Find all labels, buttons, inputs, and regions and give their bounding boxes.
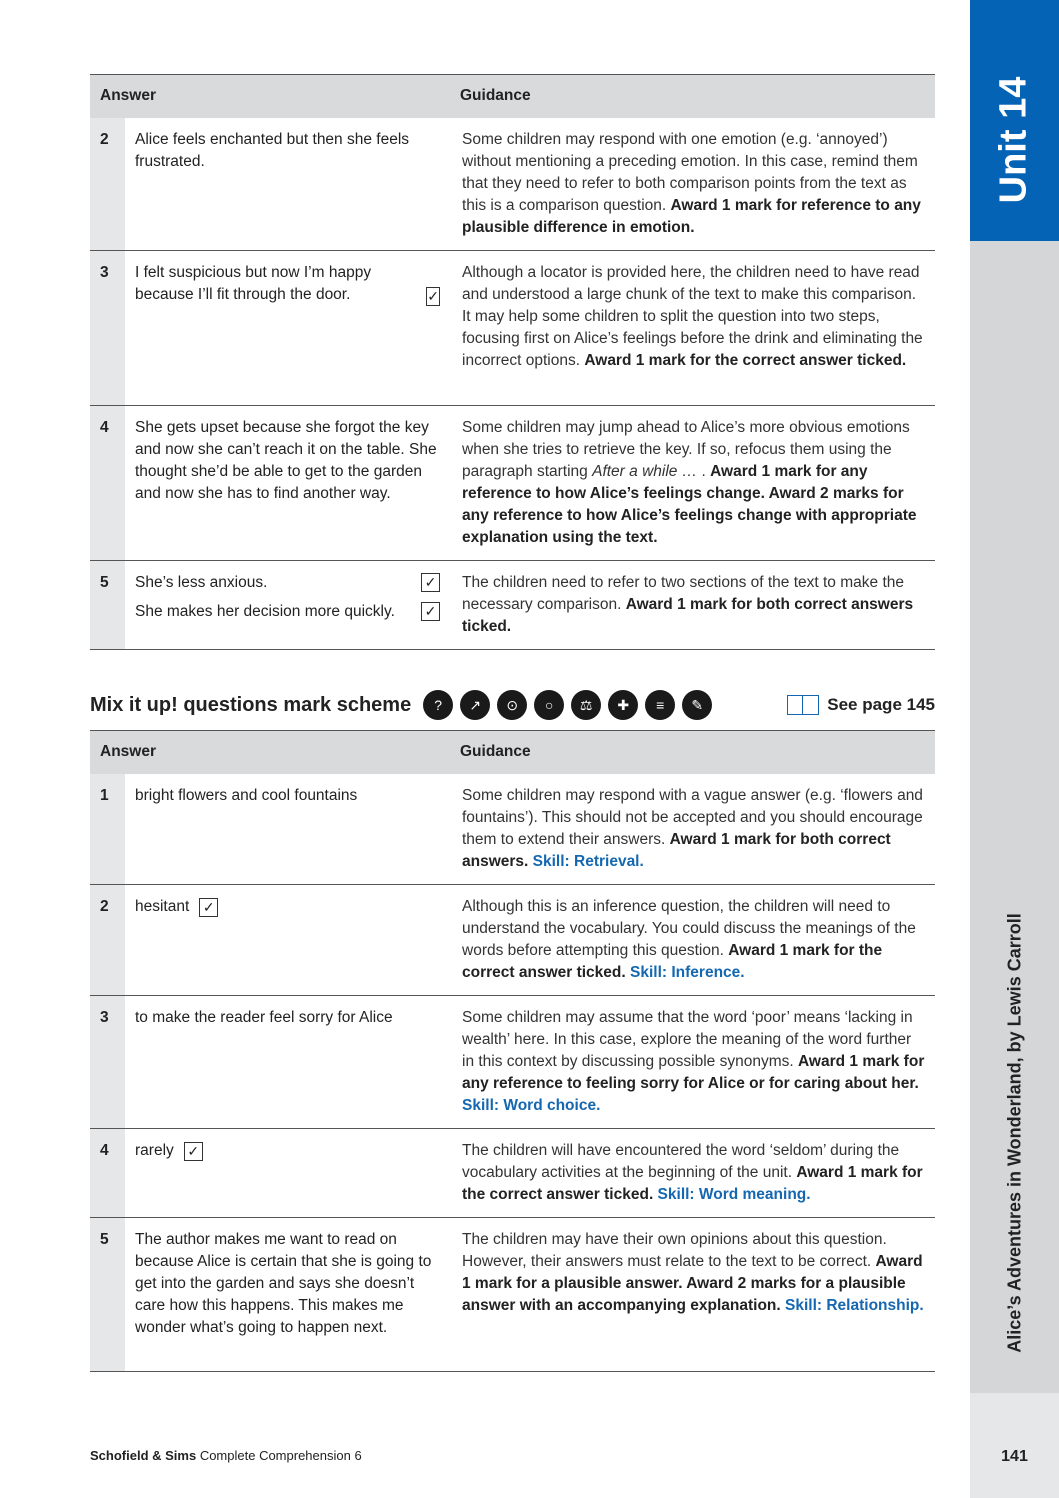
answer-text: I felt suspicious but now I’m happy because I’ll fit through the door.: [135, 263, 372, 303]
guidance-text: Award 1 mark for the correct answer ticked.: [462, 1164, 923, 1203]
answer-cell: [125, 885, 450, 996]
fishing-rod-icon: ↗: [460, 690, 490, 720]
answer-text: to make the reader feel sorry for Alice: [135, 1009, 393, 1026]
question-number: 5: [90, 560, 125, 649]
answer-text: She’s less anxious.: [135, 573, 268, 591]
question-number: 2: [90, 885, 125, 996]
page-number-band: [970, 1393, 1059, 1498]
mark-scheme-table-2: [90, 730, 935, 1372]
guidance-cell: [450, 774, 935, 885]
answer-text: bright flowers and cool fountains: [135, 786, 358, 804]
tick-box-checked: ✓: [199, 898, 218, 917]
answer-line: [135, 1007, 440, 1029]
answer-line: [135, 417, 440, 505]
guidance-text: Although this is an inference question, the children will need to understand the vocabulary. You could discuss the meanings of the words before attempting this question.: [462, 898, 916, 959]
question-number: 2: [90, 118, 125, 251]
question-number: 5: [90, 1218, 125, 1372]
book-icon: [787, 695, 819, 715]
publisher: Schofield & Sims: [90, 1448, 197, 1463]
crystal-ball-icon: ○: [534, 690, 564, 720]
guidance-text: Although a locator is provided here, the children need to have read and understood a large chunk of the text to make this comparison. It may help some children to split the question into two steps, focusing first on Alice’s feelings before the drink and eliminating the incorrect options.: [462, 263, 923, 369]
magnifier-icon: ⊙: [497, 690, 527, 720]
answer-text: She gets upset because she forgot the key and now she can’t reach it on the table. She thought she’d be able to get to the garden and now she has to find another way.: [135, 418, 437, 502]
answer-text: The author makes me want to read on because Alice is certain that she is going to get into the garden and says she doesn’t care how this happens. This makes me wonder what’s going to happen next.: [135, 1231, 432, 1336]
skill-label: Skill: Inference.: [625, 964, 745, 981]
answer-cell: [125, 250, 450, 405]
skill-label: Skill: Relationship.: [780, 1297, 924, 1314]
guidance-cell: [450, 250, 935, 405]
answer-cell: [125, 1218, 450, 1372]
answer-line: [135, 1229, 440, 1339]
feather-icon: ✎: [682, 690, 712, 720]
table-row: [90, 1129, 935, 1218]
answer-cell: [125, 996, 450, 1129]
guidance-text: The children will have encountered the word ‘seldom’ during the vocabulary activities at the beginning of the unit.: [462, 1142, 900, 1181]
skill-label: Skill: Retrieval.: [528, 852, 644, 870]
guidance-text: The children need to refer to two sections of the text to make the necessary comparison.: [462, 573, 904, 613]
footer: [90, 1448, 362, 1463]
table-row: [90, 885, 935, 996]
guidance-cell: [450, 1218, 935, 1372]
section-title: Mix it up! questions mark scheme: [90, 693, 412, 716]
skill-label: Skill: Word choice.: [462, 1097, 601, 1114]
answer-line: [135, 572, 440, 594]
guidance-text: Some children may respond with one emotion (e.g. ‘annoyed’) without mentioning a preceding emotion. In this case, remind them that they need to refer to both comparison points from the text as this is a comparison question.: [462, 130, 918, 214]
guidance-text: Award 1 mark for both correct answers.: [462, 830, 891, 870]
guidance-text: Some children may respond with a vague answer (e.g. ‘flowers and fountains’). This should not be accepted and you should encourage them to extend their answers.: [462, 786, 923, 848]
answer-cell: [125, 1129, 450, 1218]
guidance-text: Some children may assume that the word ‘poor’ means ‘lacking in wealth’ here. In this case, explore the meaning of the word further in this context by discussing possible synonyms.: [462, 1009, 913, 1070]
guidance-cell: [450, 405, 935, 560]
answer-cell: [125, 118, 450, 251]
answer-text: hesitant: [135, 898, 190, 915]
header-guidance: Guidance: [450, 731, 935, 774]
table-row: [90, 560, 935, 649]
answer-line: [135, 262, 440, 306]
tick-box-checked: ✓: [421, 573, 440, 592]
see-page-link[interactable]: [787, 695, 935, 715]
question-number: 1: [90, 774, 125, 885]
answer-line: [135, 896, 440, 918]
answer-line: [135, 785, 440, 807]
guidance-cell: [450, 885, 935, 996]
table-row: [90, 774, 935, 885]
answer-cell: [125, 774, 450, 885]
see-page-label: See page 145: [827, 695, 935, 714]
unit-label: Unit 14: [992, 76, 1035, 204]
book-series: Complete Comprehension 6: [196, 1448, 362, 1463]
table-row: [90, 118, 935, 251]
question-number: 4: [90, 1129, 125, 1218]
guidance-text: Award 1 mark for the correct answer ticked.: [584, 351, 907, 369]
answer-text: Alice feels enchanted but then she feels frustrated.: [135, 130, 410, 170]
guidance-text: Award 1 mark for reference to any plausible difference in emotion.: [462, 196, 921, 236]
table-row: [90, 1218, 935, 1372]
table-row: [90, 405, 935, 560]
tick-box-checked: ✓: [184, 1142, 203, 1161]
mix-it-up-heading: [90, 690, 935, 720]
tick-box-checked: ✓: [427, 287, 439, 304]
guidance-text: Award 1 mark for both correct answers ticked.: [462, 595, 914, 635]
answer-cell: [125, 560, 450, 649]
header-guidance: Guidance: [450, 75, 935, 118]
page-number: 141: [1001, 1448, 1028, 1465]
puzzle-icon: ✚: [608, 690, 638, 720]
answer-text: She makes her decision more quickly.: [135, 602, 395, 620]
answer-line: [135, 601, 440, 623]
guidance-text: Some children may jump ahead to Alice’s more obvious emotions when she tries to retrieve the key. If so, refocus them using the paragraph starting: [462, 418, 910, 480]
answer-text: rarely: [135, 1142, 174, 1159]
guidance-text: After a while …: [592, 462, 698, 480]
question-number: 3: [90, 250, 125, 405]
guidance-text: Award 1 mark for any reference to feeling sorry for Alice or for caring about her.: [462, 1053, 925, 1092]
mark-scheme-table-1: [90, 74, 935, 650]
guidance-text: Award 1 mark for any reference to how Alice’s feelings change. Award 2 marks for any reference to how Alice’s feelings change with appropriate explanation using the text.: [462, 462, 917, 546]
question-bubble-icon: ?: [423, 690, 453, 720]
tick-box-checked: ✓: [421, 602, 440, 621]
guidance-text: .: [697, 462, 711, 480]
table-row: [90, 250, 935, 405]
book-title: Alice’s Adventures in Wonderland, by Lewis Carroll: [1004, 913, 1025, 1353]
answer-line: [135, 1140, 440, 1162]
list-icon: ≡: [645, 690, 675, 720]
guidance-cell: [450, 1129, 935, 1218]
table-row: [90, 996, 935, 1129]
answer-line: [135, 129, 440, 173]
guidance-text: Award 1 mark for the correct answer ticked.: [462, 942, 883, 981]
header-answer: Answer: [90, 731, 450, 774]
answer-cell: [125, 405, 450, 560]
header-answer: Answer: [90, 75, 450, 118]
guidance-text: Award 1 mark for a plausible answer. Award 2 marks for a plausible answer with an accompanying explanation.: [462, 1253, 923, 1314]
skill-label: Skill: Word meaning.: [653, 1186, 811, 1203]
question-number: 3: [90, 996, 125, 1129]
scales-icon: ⚖: [571, 690, 601, 720]
guidance-cell: [450, 996, 935, 1129]
guidance-text: The children may have their own opinions about this question. However, their answers must relate to the text to be correct.: [462, 1231, 887, 1270]
question-number: 4: [90, 405, 125, 560]
guidance-cell: [450, 118, 935, 251]
guidance-cell: [450, 560, 935, 649]
